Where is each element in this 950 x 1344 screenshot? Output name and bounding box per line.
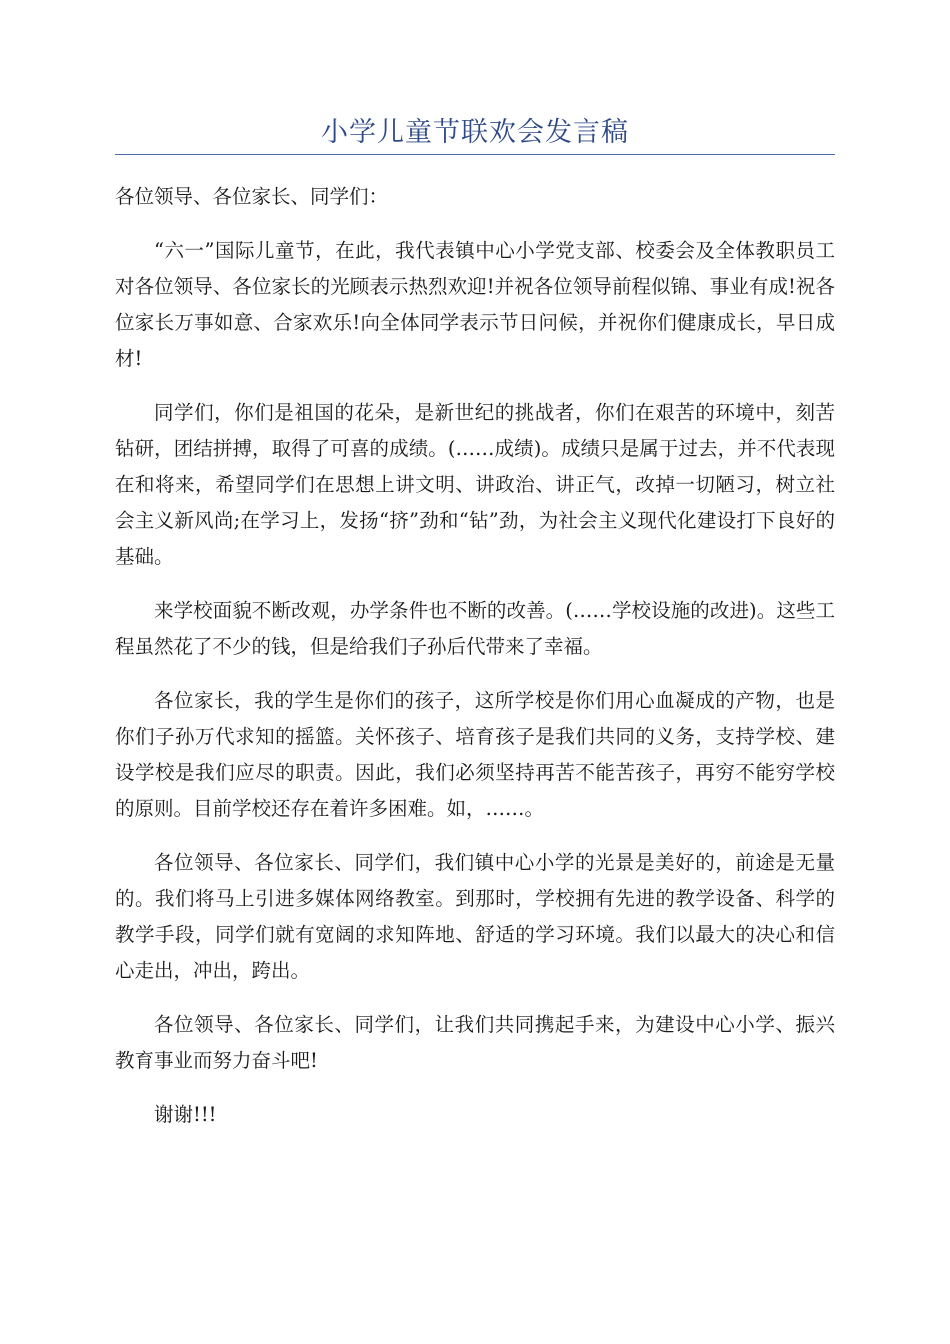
closing-thanks: 谢谢!!!	[154, 1103, 217, 1126]
paragraph-2: 同学们，你们是祖国的花朵，是新世纪的挑战者，你们在艰苦的环境中，刻苦钻研，团结拼搏，取得了可喜的成绩。(……成绩)。成绩只是属于过去，并不代表现在和将来，希望同学们在思想上讲文明、讲政治、讲正气，改掉一切陋习，树立社会主义新风尚;在学习上，发扬“挤”劲和“钻”劲，为社会主义现代化建设打下良好的基础。	[115, 401, 835, 568]
paragraph-1: “六一”国际儿童节，在此，我代表镇中心小学党支部、校委会及全体教职员工对各位领导、各位家长的光顾表示热烈欢迎!并祝各位领导前程似锦、事业有成!祝各位家长万事如意、合家欢乐!向全体同学表示节日问候，并祝你们健康成长，早日成材!	[115, 239, 835, 370]
paragraph-6: 各位领导、各位家长、同学们，让我们共同携起手来，为建设中心小学、振兴教育事业而努力奋斗吧!	[115, 1013, 835, 1072]
paragraph-4: 各位家长，我的学生是你们的孩子，这所学校是你们用心血凝成的产物，也是你们子孙万代求知的摇篮。关怀孩子、培育孩子是我们共同的义务，支持学校、建设学校是我们应尽的职责。因此，我们必须坚持再苦不能苦孩子，再穷不能穷学校的原则。目前学校还存在着许多困难。如，……。	[115, 689, 835, 820]
paragraph-5: 各位领导、各位家长、同学们，我们镇中心小学的光景是美好的，前途是无量的。我们将马上引进多媒体网络教室。到那时，学校拥有先进的教学设备、科学的教学手段，同学们就有宽阔的求知阵地、舒适的学习环境。我们以最大的决心和信心走出，冲出，跨出。	[115, 851, 835, 982]
salutation: 各位领导、各位家长、同学们：	[115, 185, 389, 208]
title-underline	[115, 154, 835, 155]
paragraph-3: 来学校面貌不断改观，办学条件也不断的改善。(……学校设施的改进)。这些工程虽然花了不少的钱，但是给我们子孙后代带来了幸福。	[115, 599, 835, 658]
document-title: 小学儿童节联欢会发言稿	[321, 117, 629, 148]
document-page	[115, 0, 835, 1133]
